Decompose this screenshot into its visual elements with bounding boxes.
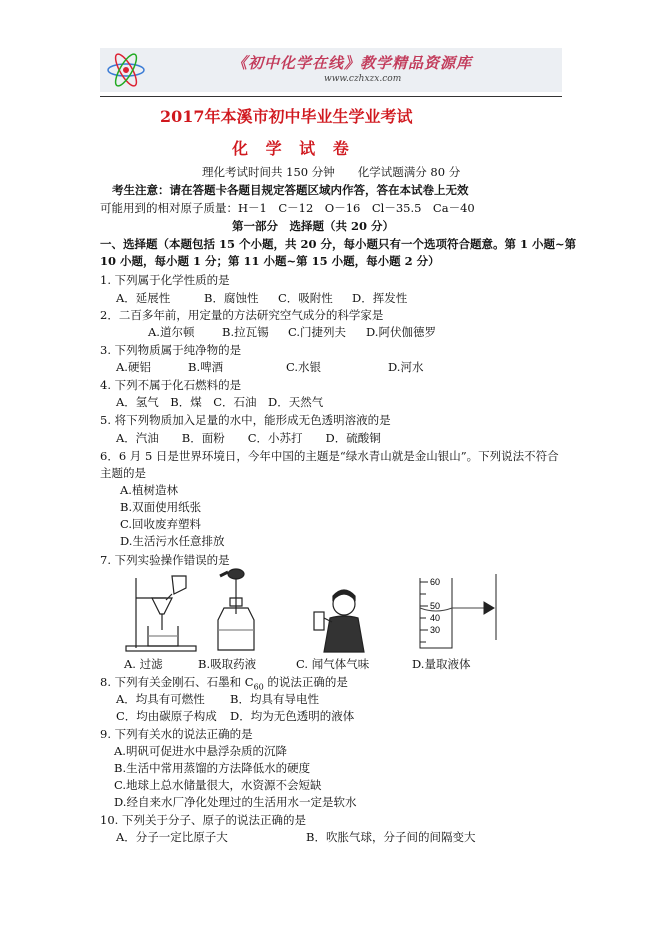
q6-option-d: D.生活污水任意排放 <box>120 534 225 548</box>
filtration-figure <box>122 574 204 654</box>
q6-option-a: A.植树造林 <box>120 483 178 497</box>
q5-options: A．汽油 B．面粉 C．小苏打 D．硫酸铜 <box>116 431 381 445</box>
q9-stem: 9. 下列有关水的说法正确的是 <box>100 727 253 741</box>
q2-option-a: A.道尔顿 <box>148 325 195 339</box>
atomic-masses: 可能用到的相对原子质量：H－1 C－12 O－16 Cl－35.5 Ca－40 <box>100 201 475 215</box>
q7-option-d: D.量取液体 <box>412 657 471 671</box>
q9-option-d: D.经自来水厂净化处理过的生活用水一定是软水 <box>114 795 357 809</box>
q8-option-d: D．均为无色透明的液体 <box>230 709 355 723</box>
exam-info: 理化考试时间共 150 分钟 化学试题满分 80 分 <box>202 165 461 179</box>
q2-option-c: C.门捷列夫 <box>288 325 347 339</box>
q8-option-c: C．均由碳原子构成 <box>116 709 217 723</box>
q4-stem: 4. 下列不属于化石燃料的是 <box>100 378 242 392</box>
graduated-cylinder-figure <box>414 572 504 654</box>
q5-stem: 5. 将下列物质加入足量的水中，能形成无色透明溶液的是 <box>100 413 391 427</box>
cylinder-tick-40: 40 <box>430 613 441 623</box>
q6-option-b: B.双面使用纸张 <box>120 500 202 514</box>
section1-line2: 10 小题，每小题 1 分；第 11 小题~第 15 小题，每小题 2 分） <box>100 254 440 268</box>
q8-stem: 8. 下列有关金刚石、石墨和 $C_{60}$ 的说法正确的是 <box>100 675 348 692</box>
q3-stem: 3. 下列物质属于纯净物的是 <box>100 343 242 357</box>
q9-option-b: B.生活中常用蒸馏的方法降低水的硬度 <box>114 761 311 775</box>
q6-stem-line2: 主题的是 <box>100 466 146 480</box>
q7-stem: 7. 下列实验操作错误的是 <box>100 553 230 567</box>
q1-option-c: C．吸附性 <box>278 291 333 305</box>
dropper-bottle-figure <box>212 568 260 654</box>
section1-line1: 一、选择题（本题包括 15 个小题，共 20 分，每小题只有一个选项符合题意。第 1 小题~第 <box>100 237 577 251</box>
part1-title: 第一部分 选择题（共 20 分） <box>232 219 395 233</box>
q10-stem: 10. 下列关于分子、原子的说法正确的是 <box>100 813 306 827</box>
q10-option-b: B．吹胀气球，分子间的间隔变大 <box>306 830 476 844</box>
cylinder-tick-30: 30 <box>430 625 441 635</box>
q9-option-c: C.地球上总水储量很大，水资源不会短缺 <box>114 778 322 792</box>
atom-logo-icon <box>104 50 148 90</box>
banner-title: 《初中化学在线》教学精品资源库 <box>232 54 473 72</box>
q6-option-c: C.回收废弃塑料 <box>120 517 202 531</box>
q9-option-a: A.明矾可促进水中悬浮杂质的沉降 <box>114 744 287 758</box>
q2-option-b: B.拉瓦锡 <box>222 325 269 339</box>
q7-option-a: A. 过滤 <box>124 657 163 671</box>
header-divider <box>100 96 562 97</box>
cylinder-tick-60: 60 <box>430 577 441 587</box>
q8-option-a: A．均具有可燃性 <box>116 692 205 706</box>
cylinder-tick-50: 50 <box>430 601 441 611</box>
q3-option-c: C.水银 <box>286 360 322 374</box>
q10-option-a: A．分子一定比原子大 <box>116 830 228 844</box>
q2-option-d: D.阿伏伽德罗 <box>366 325 436 339</box>
q3-option-d: D.河水 <box>388 360 424 374</box>
q8-option-b: B．均具有导电性 <box>230 692 319 706</box>
q1-option-b: B．腐蚀性 <box>204 291 259 305</box>
banner-url: www.czhxzx.com <box>324 74 402 84</box>
q3-option-b: B.啤酒 <box>188 360 224 374</box>
q3-option-a: A.硬铝 <box>116 360 151 374</box>
q4-options: A．氢气 B．煤 C．石油 D．天然气 <box>116 395 324 409</box>
q7-option-b: B.吸取药液 <box>198 657 257 671</box>
q6-stem-line1: 6．6 月 5 日是世界环境日，今年中国的主题是“绿水青山就是金山银山”。下列说法不符合 <box>100 449 559 463</box>
q1-option-a: A．延展性 <box>116 291 171 305</box>
q1-option-d: D．挥发性 <box>352 291 408 305</box>
q1-stem: 1. 下列属于化学性质的是 <box>100 273 230 287</box>
q7-option-c: C. 闻气体气味 <box>296 657 370 671</box>
notice: 考生注意：请在答题卡各题目规定答题区域内作答，答在本试卷上无效 <box>112 183 469 197</box>
exam-title: 2017年本溪市初中毕业生学业考试 <box>160 107 413 126</box>
smelling-gas-figure <box>312 588 372 654</box>
q2-stem: 2．二百多年前，用定量的方法研究空气成分的科学家是 <box>100 308 384 322</box>
exam-subtitle: 化 学 试 卷 <box>232 139 355 158</box>
